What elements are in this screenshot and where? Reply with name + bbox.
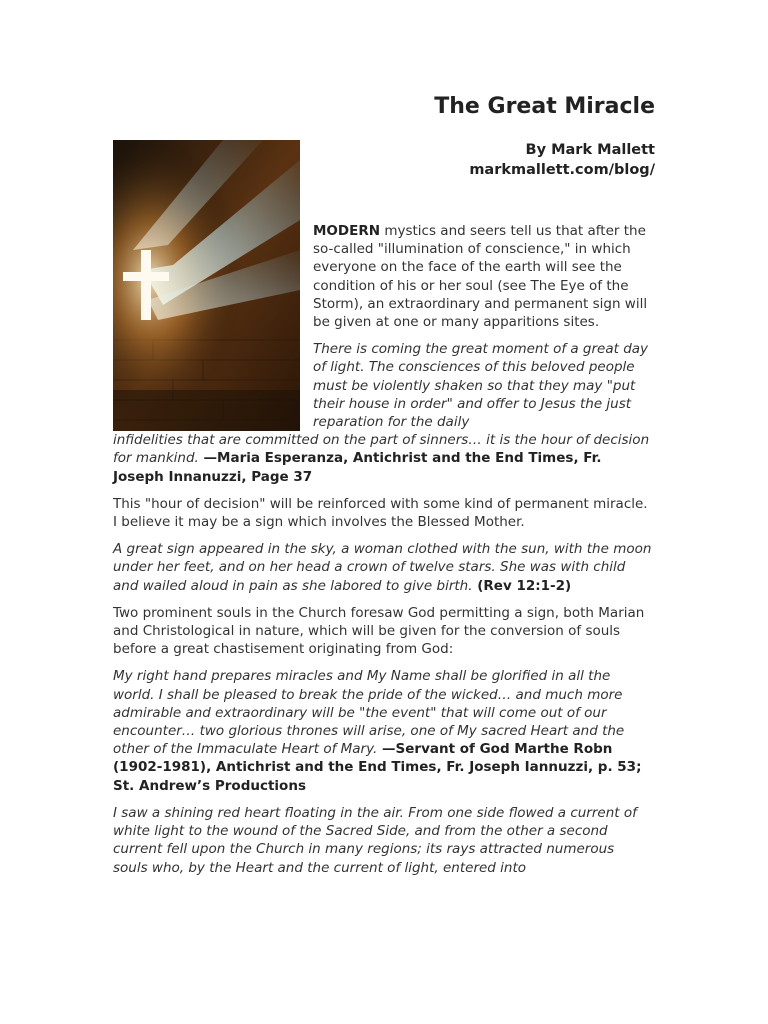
byline	[469, 140, 655, 180]
paragraph-intro	[113, 222, 653, 331]
quote-marthe-robin	[113, 667, 653, 794]
quote-marthe-robin-text: My right hand prepares miracles and My Name shall be glorified in all the world. I shall be pleased to break the pride of the wicked… and much more admirable and extraordinary will be "the event" that will come out of our encounter… two glorious thrones will arise, one of My sacred Heart and the other of the Immaculate Heart of Mary.	[113, 668, 625, 758]
quote-esperanza-text-b: infidelities that are committed on the part of sinners… it is the hour of decision for mankind.	[113, 432, 650, 467]
citation-revelation: (Rev 12:1-2)	[472, 577, 572, 594]
article-title: The Great Miracle	[434, 94, 655, 119]
citation-marthe-robin: —Servant of God Marthe Robn (1902-1981), Antichrist and the End Times, Fr. Joseph Iannuzzi, p. 53; St. Andrew’s Productions	[113, 741, 642, 794]
quote-revelation-text: A great sign appeared in the sky, a woman clothed with the sun, with the moon under her feet, and on her head a crown of twelve stars. She was with child and wailed aloud in pain as she labored to give birth.	[113, 541, 652, 594]
quote-esperanza-continued	[113, 431, 653, 486]
citation-esperanza: —Maria Esperanza, Antichrist and the End Times, Fr. Joseph Innanuzzi, Page 37	[113, 450, 602, 485]
paragraph-hour-of-decision: This "hour of decision" will be reinforced with some kind of permanent miracle. I believe it may be a sign which involves the Blessed Mother.	[113, 495, 648, 531]
quote-red-heart: I saw a shining red heart floating in the air. From one side flowed a current of white light to the wound of the Sacred Side, and from the other a second current fell upon the Church in many regions; its rays attracted numerous souls who, by the Heart and the current of light, entered into	[113, 804, 637, 876]
quote-esperanza-text-a: There is coming the great moment of a great day of light. The consciences of this beloved people must be violently shaken so that they may "put their house in order" and offer to Jesus the just reparation for the daily	[313, 341, 649, 431]
lead-word: MODERN	[313, 223, 381, 239]
author-name: By Mark Mallett	[525, 142, 655, 158]
article-body	[113, 222, 653, 886]
paragraph-two-souls: Two prominent souls in the Church foresaw God permitting a sign, both Marian and Christological in nature, which will be given for the conversion of souls before a great chastisement originating from God:	[113, 604, 645, 658]
quote-esperanza	[113, 340, 653, 431]
quote-revelation	[113, 540, 653, 595]
intro-text: mystics and seers tell us that after the so-called "illumination of conscience," in which everyone on the face of the earth will see the condition of his or her soul (see The Eye of the Storm), an extraordinary and permanent sign will be given at one or many apparitions sites.	[313, 223, 648, 331]
site-url[interactable]: markmallett.com/blog/	[469, 162, 655, 178]
